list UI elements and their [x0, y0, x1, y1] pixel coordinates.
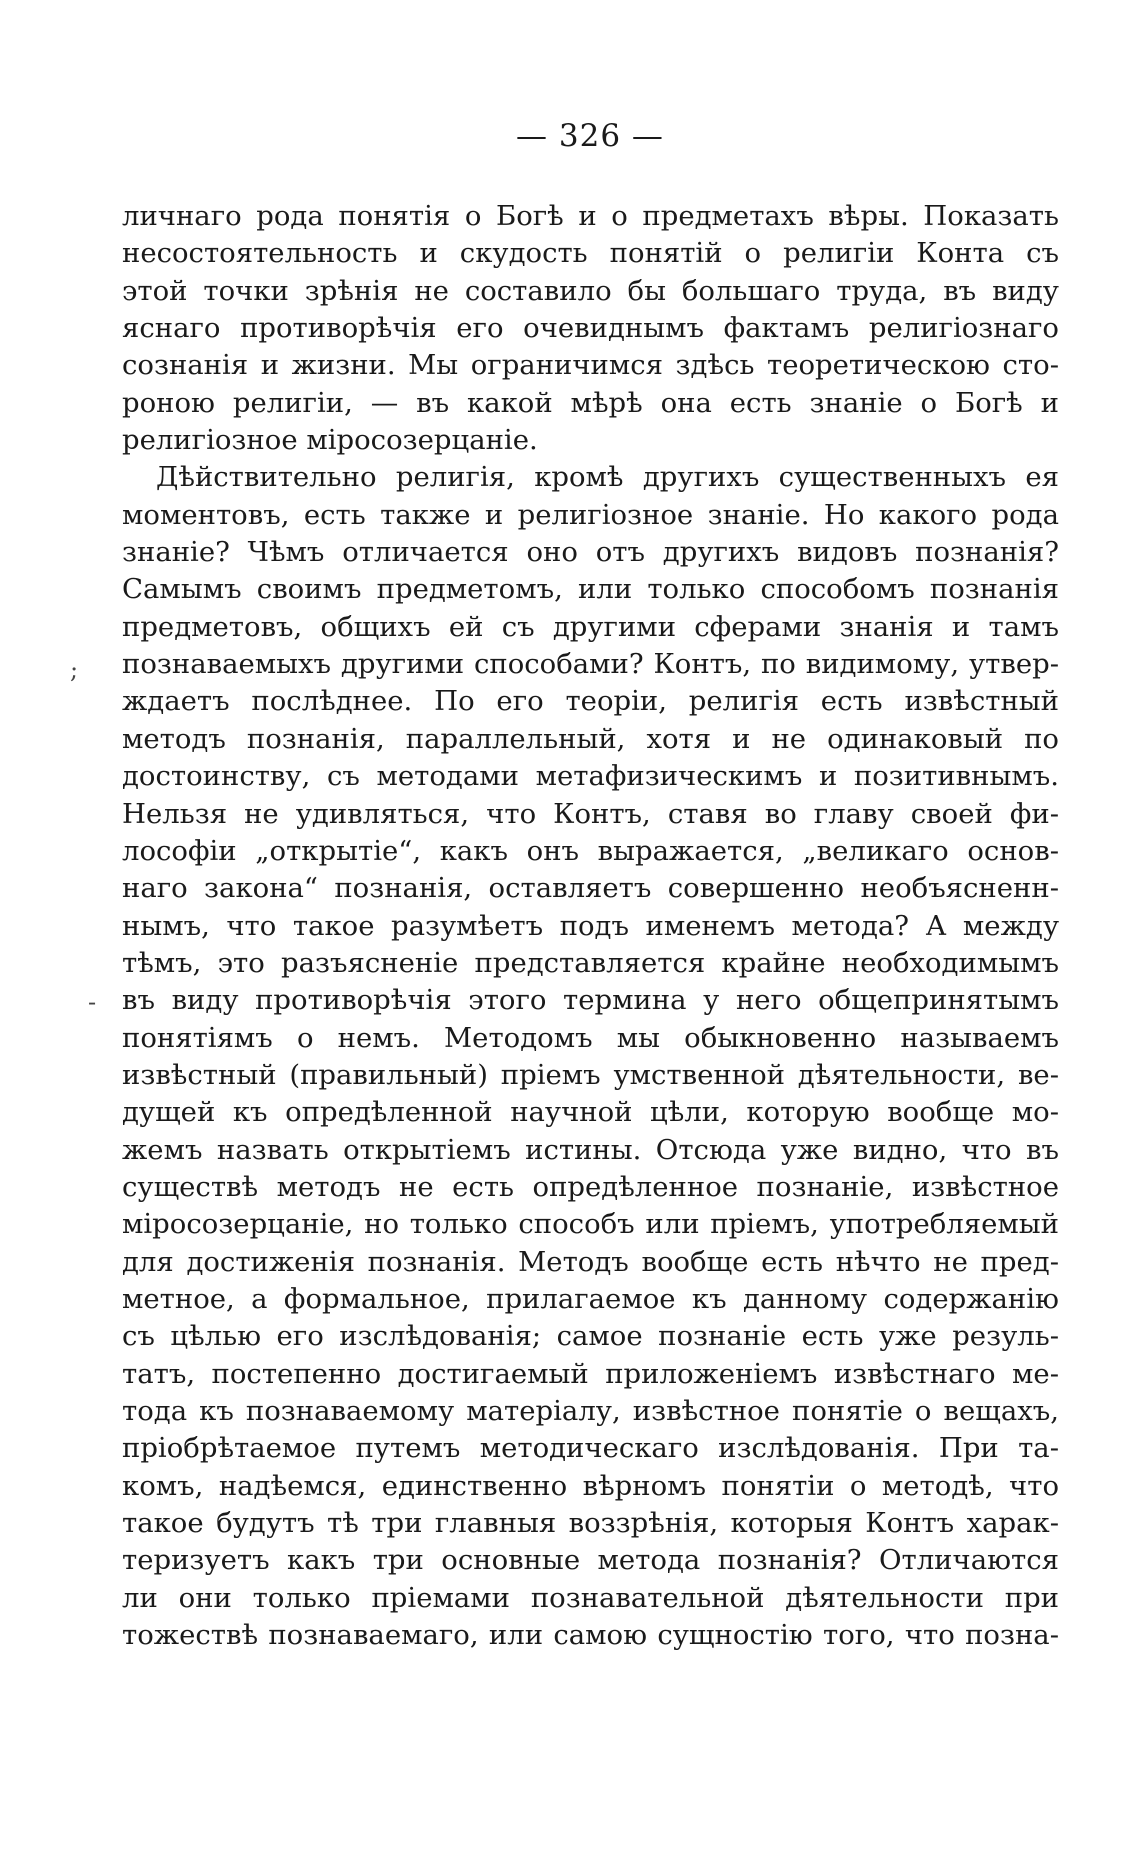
text-line: нымъ, что такое разумѣетъ подъ именемъ метода? А между — [122, 909, 1059, 942]
text-line: метное, а формальное, прилагаемое къ данному содержанію — [122, 1282, 1059, 1315]
text-line: предметовъ, общихъ ей съ другими сферами знанія и тамъ — [122, 610, 1059, 643]
text-line: Нельзя не удивляться, что Контъ, ставя во главу своей фи- — [122, 797, 1059, 830]
text-line: міросозерцаніе, но только способъ или пріемъ, употребляемый — [122, 1208, 1059, 1241]
text-line: извѣстный (правильный) пріемъ умственной дѣятельности, ве- — [122, 1058, 1059, 1091]
text-line: тода къ познаваемому матеріалу, извѣстное понятіе о вещахъ, — [122, 1395, 1059, 1427]
text-line: этой точки зрѣнія не составило бы большаго труда, въ виду — [122, 274, 1059, 307]
text-line: для достиженія познанія. Методъ вообще есть нѣчто не пред- — [122, 1245, 1059, 1278]
text-line: религіозное міросозерцаніе. — [122, 424, 538, 457]
text-line: понятіямъ о немъ. Методомъ мы обыкновенно называемъ — [122, 1021, 1059, 1054]
text-line: лософіи „открытіе“, какъ онъ выражается, „великаго основ- — [122, 834, 1059, 867]
text-line: съ цѣлью его изслѣдованія; самое познаніе есть уже резуль- — [122, 1320, 1059, 1353]
margin-mark: ; — [70, 656, 79, 684]
text-line: татъ, постепенно достигаемый приложеніемъ извѣстнаго ме- — [122, 1357, 1059, 1390]
text-line: дущей къ опредѣленной научной цѣли, которую вообще мо- — [122, 1096, 1059, 1129]
text-line: такое будутъ тѣ три главныя воззрѣнія, которыя Контъ харак- — [122, 1507, 1059, 1540]
text-line: несостоятельность и скудость понятій о религіи Конта съ — [122, 237, 1059, 270]
text-line: ждаетъ послѣднее. По его теоріи, религія есть извѣстный — [122, 685, 1059, 718]
text-line: знаніе? Чѣмъ отличается оно отъ другихъ видовъ познанія? — [122, 536, 1059, 569]
text-line: существѣ методъ не есть опредѣленное познаніе, извѣстное — [122, 1170, 1059, 1203]
text-line: въ виду противорѣчія этого термина у него общепринятымъ — [122, 984, 1059, 1017]
margin-mark: - — [88, 988, 97, 1016]
text-line: теризуетъ какъ три основные метода познанія? Отличаются — [122, 1544, 1059, 1577]
text-line: методъ познанія, параллельный, хотя и не одинаковый по — [122, 722, 1059, 755]
text-line: сознанія и жизни. Мы ограничимся здѣсь теоретическою сто- — [122, 349, 1059, 382]
page-number: — 326 — — [516, 118, 664, 154]
text-line: достоинству, съ методами метафизическимъ и позитивнымъ. — [122, 760, 1059, 793]
text-line: яснаго противорѣчія его очевиднымъ фактамъ религіознаго — [122, 312, 1059, 345]
text-line: личнаго рода понятія о Богѣ и о предметахъ вѣры. Показать — [122, 200, 1059, 232]
text-line: Самымъ своимъ предметомъ, или только способомъ познанія — [122, 573, 1059, 606]
text-line: пріобрѣтаемое путемъ методическаго изслѣдованія. При та- — [122, 1432, 1059, 1465]
text-line: роною религіи, — въ какой мѣрѣ она есть знаніе о Богѣ и — [122, 386, 1059, 419]
text-line: комъ, надѣемся, единственно вѣрномъ понятіи о методѣ, что — [122, 1469, 1059, 1502]
text-line: познаваемыхъ другими способами? Контъ, по видимому, утвер- — [122, 648, 1059, 681]
text-line: тѣмъ, это разъясненіе представляется крайне необходимымъ — [122, 946, 1059, 979]
text-line: жемъ назвать открытіемъ истины. Отсюда уже видно, что въ — [122, 1133, 1059, 1166]
text-line: моментовъ, есть также и религіозное знаніе. Но какого рода — [122, 498, 1059, 531]
text-line: ли они только пріемами познавательной дѣятельности при — [122, 1581, 1059, 1614]
text-line: наго закона“ познанія, оставляетъ совершенно необъясненн- — [122, 872, 1059, 905]
body-text — [122, 198, 1059, 1654]
text-line: Дѣйствительно религія, кромѣ другихъ существенныхъ ея — [156, 461, 1059, 494]
text-line: тожествѣ познаваемаго, или самою сущностію того, что позна- — [122, 1619, 1059, 1652]
